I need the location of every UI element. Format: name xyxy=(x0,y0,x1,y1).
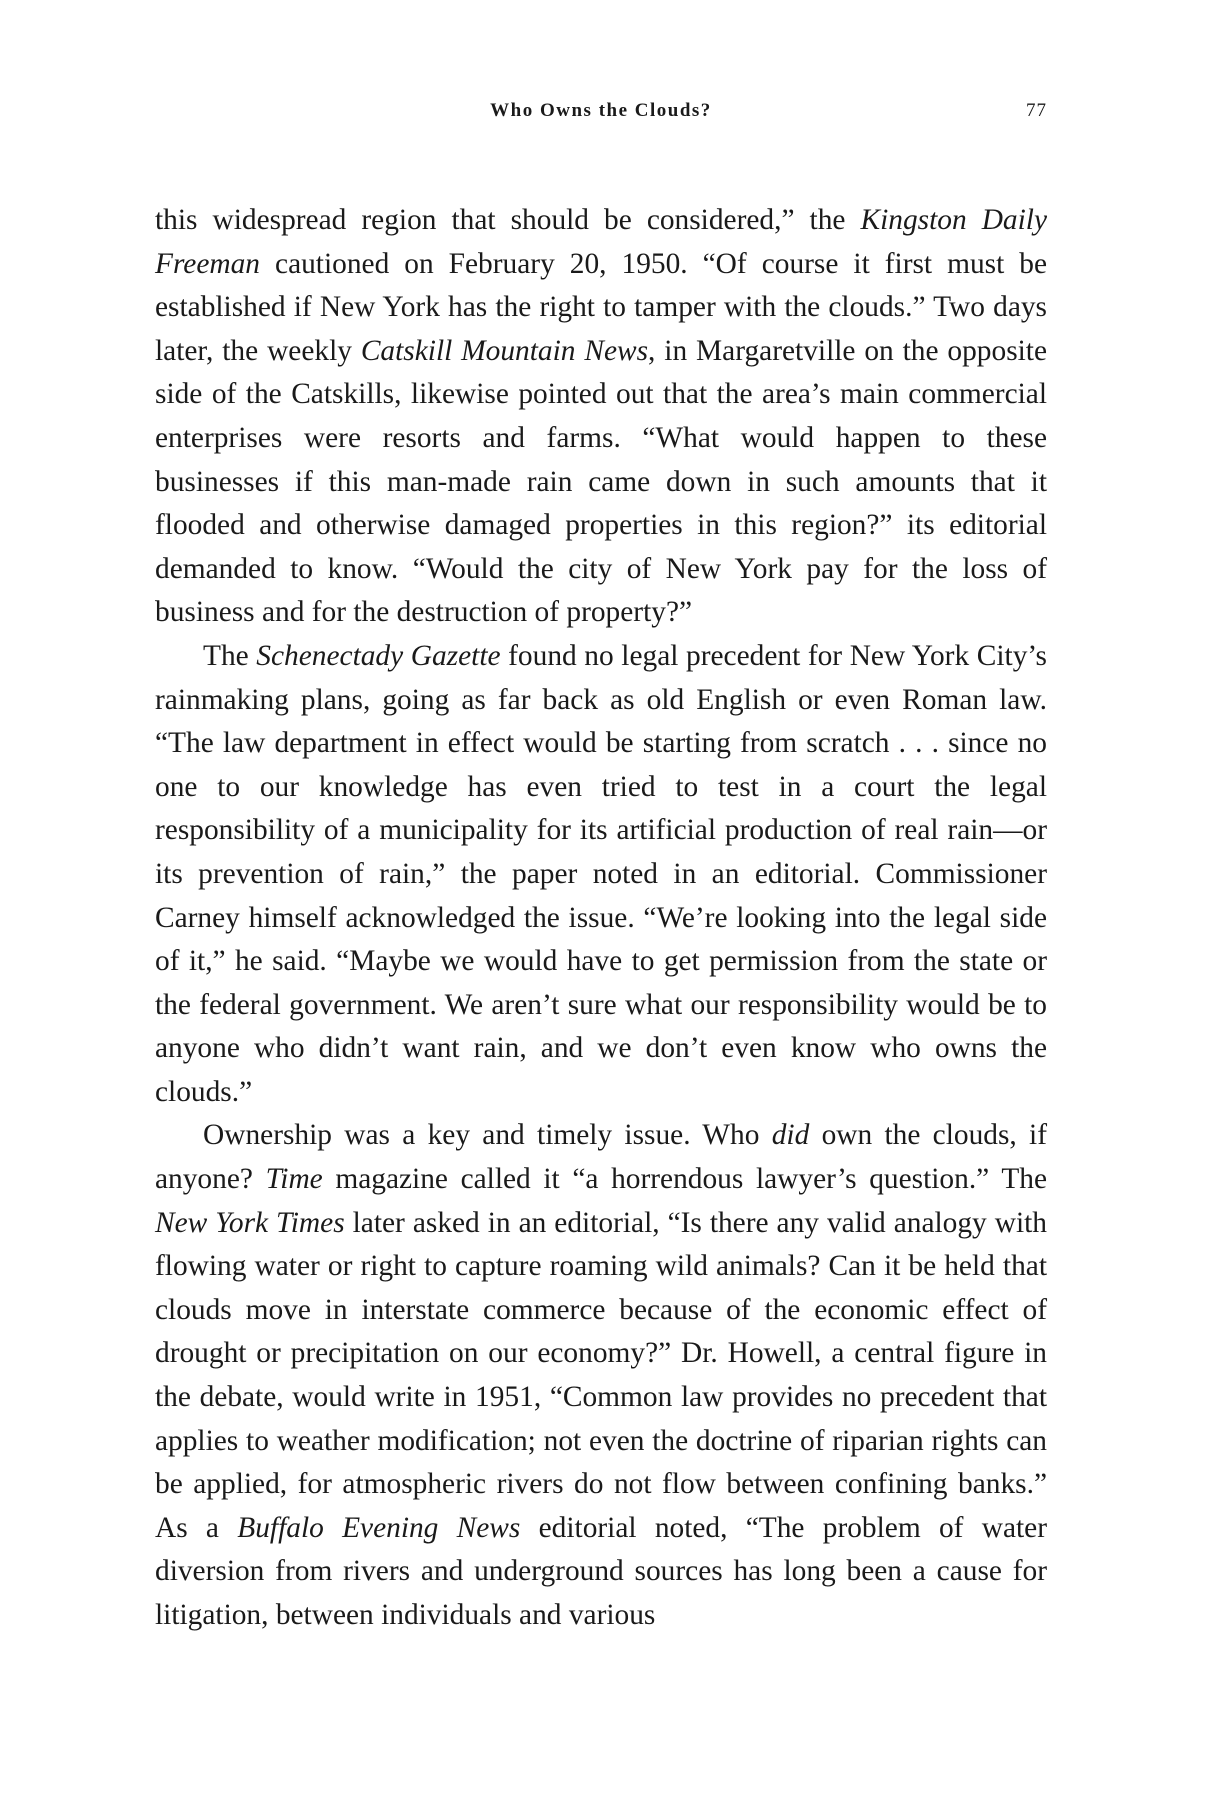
italic-title: did xyxy=(771,1119,810,1152)
text-run: later asked in an editorial, “Is there any valid analogy with flowing water or right to capture roaming wild animals? Can it be held that clouds move in interstate commerce because of the economic effect of drought or precipitation on our economy?” Dr. Howell, a central figure in the debate, would write in 1951, “Common law provides no precedent that applies to weather modification; not even the doctrine of riparian rights can be applied, for atmospheric rivers do not flow between confining banks.” As a xyxy=(155,1206,1047,1544)
text-run: The xyxy=(203,639,257,672)
body-text xyxy=(155,199,1047,1638)
page-number: 77 xyxy=(1026,100,1047,121)
italic-title: Kingston Daily Freeman xyxy=(155,204,1047,280)
italic-title: Schenectady Gazette xyxy=(256,639,501,672)
text-run: Ownership was a key and timely issue. Who xyxy=(203,1119,772,1152)
italic-title: New York Times xyxy=(155,1206,345,1239)
text-run: cautioned on February 20, 1950. “Of course it first must be established if New York has the right to tamper with the clouds.” Two days later, the weekly xyxy=(155,247,1047,367)
text-run: , in Margaretville on the opposite side of the Catskills, likewise pointed out that the area’s main commercial enterprises were resorts and farms. “What would happen to these businesses if this man-made rain came down in such amounts that it flooded and otherwise damaged properties in this region?” its editorial demanded to know. “Would the city of New York pay for the loss of business and for the destruction of property?” xyxy=(155,334,1048,629)
italic-title: Catskill Mountain News xyxy=(360,334,649,367)
text-run: editorial noted, “The problem of water diversion from rivers and underground sources has long been a cause for litigation, between individuals and various xyxy=(155,1511,1047,1631)
italic-title: Buffalo Evening News xyxy=(237,1511,521,1544)
paragraph xyxy=(155,1114,1047,1637)
running-title: Who Owns the Clouds? xyxy=(490,100,712,121)
text-run: found no legal precedent for New York City’s rainmaking plans, going as far back as old English or even Roman law. “The law department in effect would be starting from scratch . . . since no one to our knowledge has even tried to test in a court the legal responsibility of a municipality for its artificial production of real rain—or its prevention of rain,” the paper noted in an editorial. Commissioner Carney himself acknowledged the issue. “We’re looking into the legal side of it,” he said. “Maybe we would have to get permission from the state or the federal government. We aren’t sure what our responsibility would be to anyone who didn’t want rain, and we don’t even know who owns the clouds.” xyxy=(155,639,1047,1108)
text-run: magazine called it “a horrendous lawyer’s question.” The xyxy=(322,1163,1048,1196)
paragraph xyxy=(155,199,1047,635)
running-head xyxy=(155,100,1047,130)
paragraph xyxy=(155,635,1047,1115)
text-run: this widespread region that should be considered,” the xyxy=(155,204,861,236)
text-run: own the clouds, if anyone? xyxy=(155,1119,1047,1196)
italic-title: Time xyxy=(265,1163,323,1196)
